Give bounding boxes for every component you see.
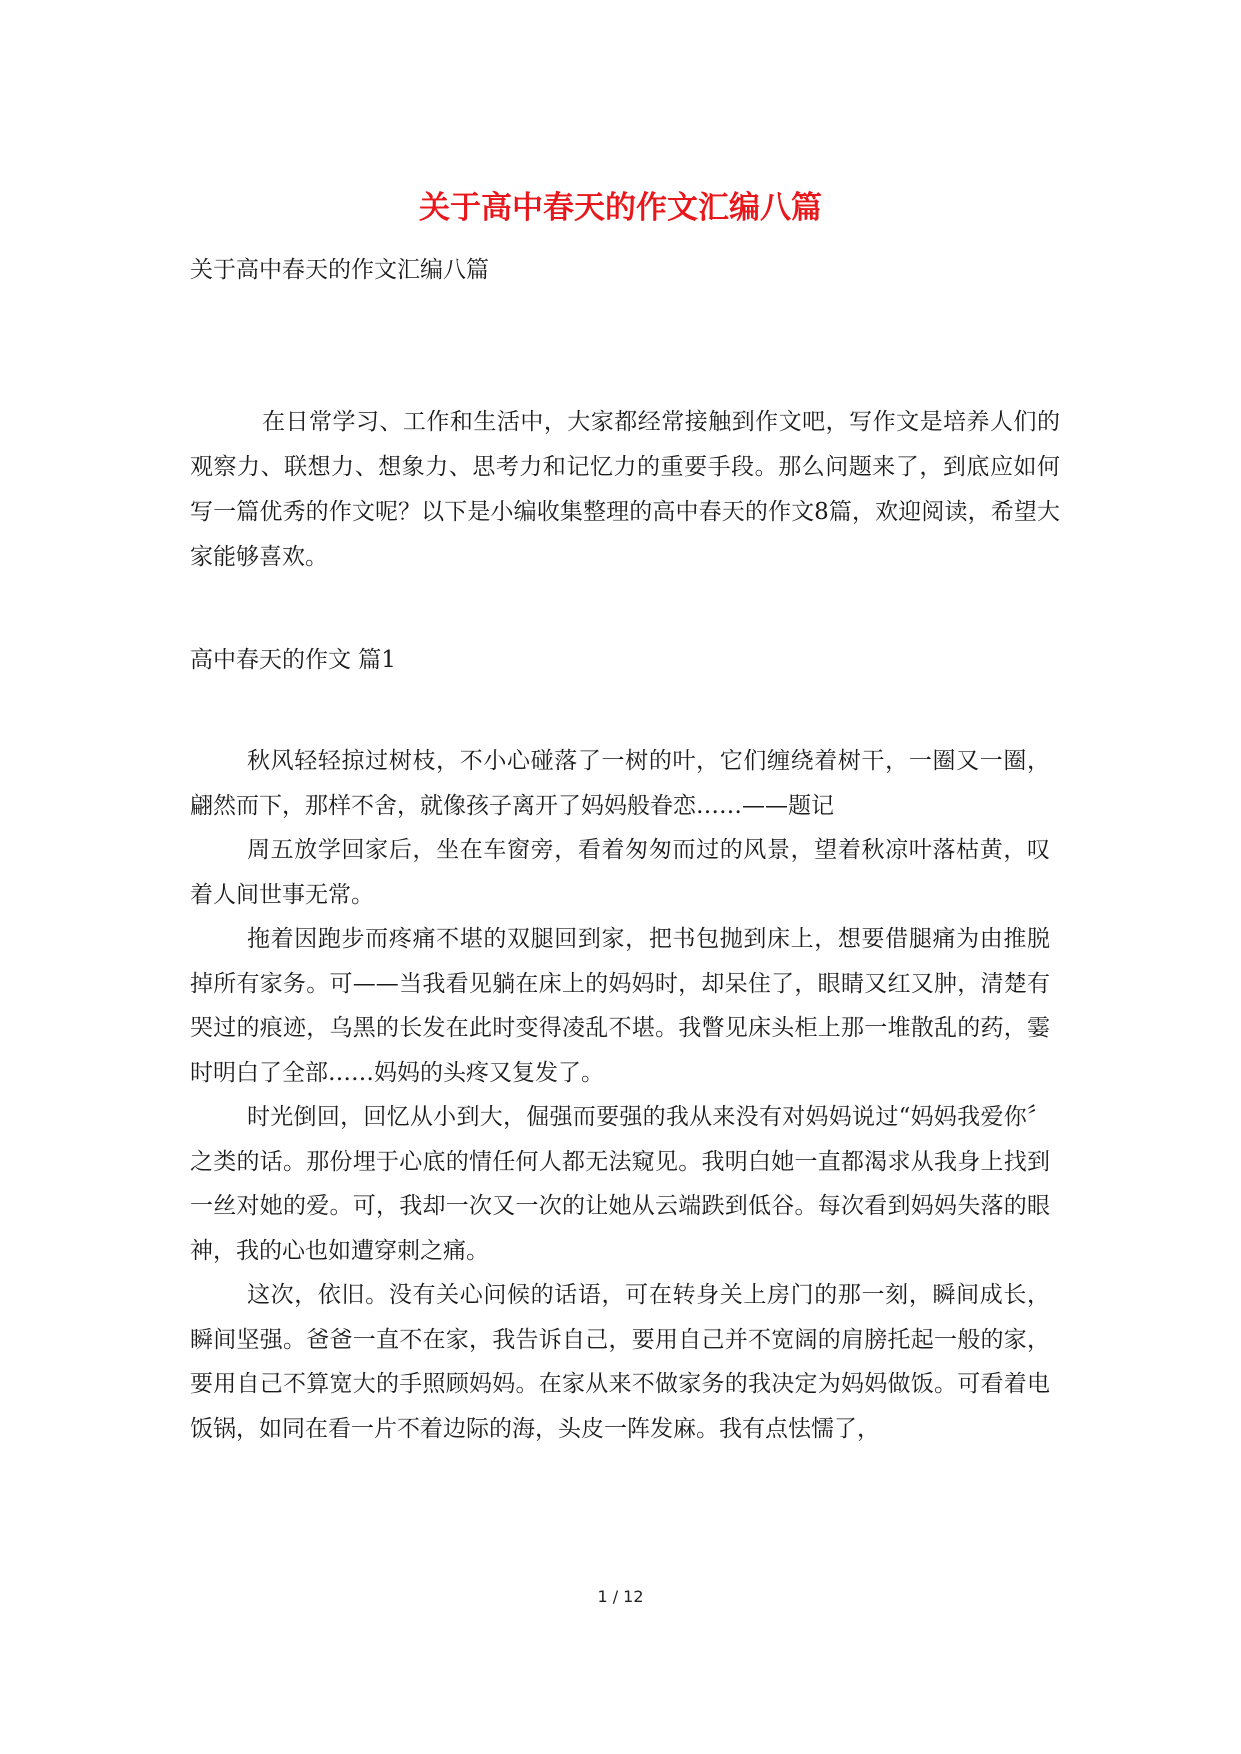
essay-paragraph: 周五放学回家后，坐在车窗旁，看着匆匆而过的风景，望着秋凉叶落枯黄，叹着人间世事无常。 (190, 837, 1050, 908)
document-title: 关于高中春天的作文汇编八篇 (419, 190, 822, 226)
essay-paragraph: 时光倒回，回忆从小到大，倔强而要强的我从来没有对妈妈说过“妈妈我爱你〞之类的话。那份埋于心底的情任何人都无法窥见。我明白她一直都渴求从我身上找到一丝对她的爱。可，我却一次又一次的让她从云端跌到低谷。每次看到妈妈失落的眼神，我的心也如遭穿刺之痛。 (190, 1104, 1050, 1264)
essay-body (190, 739, 1050, 1451)
page-number: 1 / 12 (597, 1587, 644, 1606)
section-heading: 高中春天的作文 篇1 (190, 647, 396, 673)
document-subtitle: 关于高中春天的作文汇编八篇 (190, 257, 489, 283)
essay-paragraph: 这次，依旧。没有关心问候的话语，可在转身关上房门的那一刻，瞬间成长，瞬间坚强。爸爸一直不在家，我告诉自己，要用自己并不宽阔的肩膀托起一般的家，要用自己不算宽大的手照顾妈妈。在家从来不做家务的我决定为妈妈做饭。可看着电饭锅，如同在看一片不着边际的海，头皮一阵发麻。我有点怯懦了， (190, 1282, 1050, 1442)
essay-paragraph: 拖着因跑步而疼痛不堪的双腿回到家，把书包抛到床上，想要借腿痛为由推脱掉所有家务。可——当我看见躺在床上的妈妈时，却呆住了，眼睛又红又肿，清楚有哭过的痕迹，乌黑的长发在此时变得凌乱不堪。我瞥见床头柜上那一堆散乱的药，霎时明白了全部……妈妈的头疼又复发了。 (190, 926, 1050, 1086)
intro-paragraph: 在日常学习、工作和生活中，大家都经常接触到作文吧，写作文是培养人们的观察力、联想力、想象力、思考力和记忆力的重要手段。那么问题来了，到底应如何写一篇优秀的作文呢？以下是小编收集整理的高中春天的作文8篇，欢迎阅读，希望大家能够喜欢。 (190, 409, 1060, 570)
essay-paragraph: 秋风轻轻掠过树枝，不小心碰落了一树的叶，它们缠绕着树干，一圈又一圈，翩然而下，那样不舍，就像孩子离开了妈妈般眷恋……——题记 (190, 748, 1050, 819)
